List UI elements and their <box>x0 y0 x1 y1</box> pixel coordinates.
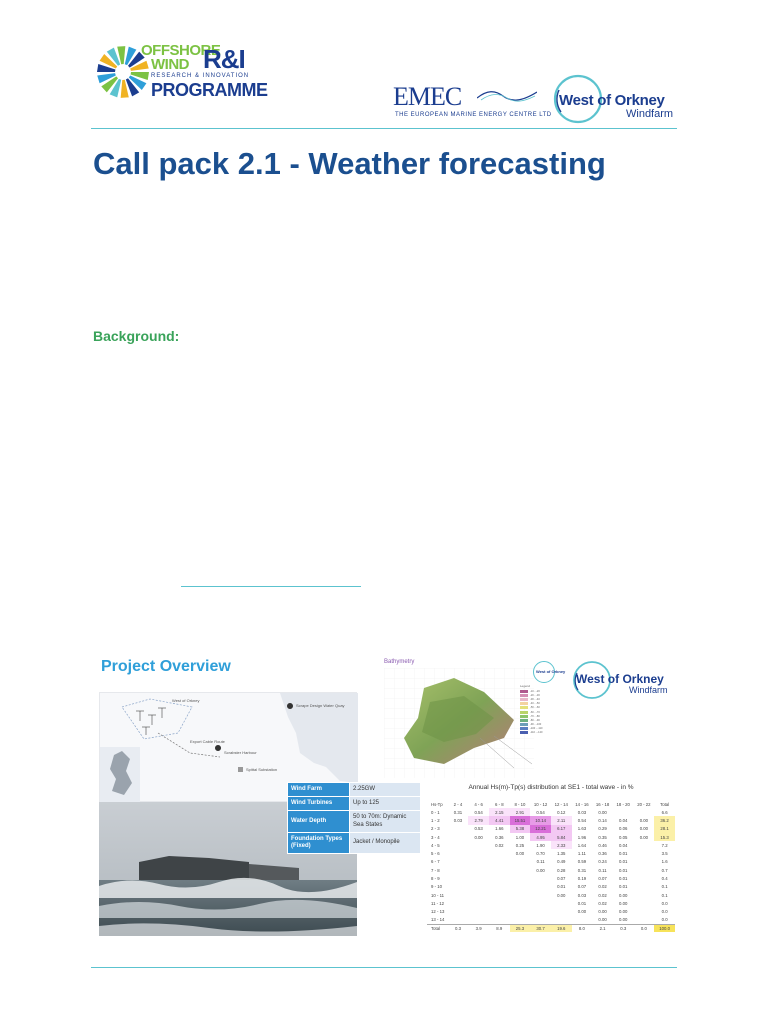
hs-cell: 0.00 <box>619 900 628 906</box>
logo-line1: OFFSHORE <box>141 42 221 59</box>
hs-cell: 1.90 <box>536 842 545 848</box>
hs-row-label: 11 - 12 <box>431 900 445 906</box>
hs-cell <box>510 883 531 891</box>
map-label-windfarm: West of Orkney <box>172 698 200 703</box>
hs-cell <box>468 908 489 916</box>
legend-swatch <box>520 690 528 693</box>
legend-label: -100 - -110 <box>530 727 543 731</box>
hs-cell: 0.01 <box>619 867 628 873</box>
spec-row <box>288 811 421 832</box>
hs-row-label: Total <box>427 924 448 932</box>
hs-cell: 0.70 <box>536 851 545 857</box>
hs-cell: 0.00 <box>577 909 587 915</box>
hs-cell: 1.00 <box>515 834 525 840</box>
hs-cell: 0.00 <box>639 826 649 832</box>
legend-item <box>520 731 560 735</box>
hs-cell <box>530 908 551 916</box>
hs-row <box>427 841 675 849</box>
hs-cell <box>634 866 655 874</box>
hs-cell <box>468 883 489 891</box>
legend-title: Legend <box>520 684 531 688</box>
hs-cell <box>448 833 469 841</box>
hs-column-header: 18 - 20 <box>616 802 630 807</box>
hs-row-label: 6 - 7 <box>431 859 440 865</box>
hs-cell: 0.36 <box>495 834 504 840</box>
hs-cell: 0.00 <box>536 867 545 873</box>
hs-cell: 0.0 <box>661 900 668 906</box>
hs-cell: 0.24 <box>598 859 607 865</box>
hs-cell <box>448 874 469 882</box>
hs-row-label: 5 - 6 <box>431 851 440 857</box>
hs-cell: 0.19 <box>577 876 587 882</box>
hs-cell <box>530 916 551 924</box>
hs-cell: 15.51 <box>510 816 531 824</box>
hs-cell <box>489 908 510 916</box>
project-overview-slide <box>99 654 675 936</box>
spec-key: Water Depth <box>288 811 350 832</box>
hs-row-label: 8 - 9 <box>431 876 440 882</box>
hs-cell: 0.25 <box>515 842 525 848</box>
logo-line2: WIND <box>151 56 189 73</box>
hs-cell: 5.38 <box>510 825 531 833</box>
hs-cell: 0.03 <box>577 892 587 898</box>
hs-cell <box>448 908 469 916</box>
hs-cell: 19.6 <box>551 924 572 932</box>
hs-cell: 0.0 <box>634 924 655 932</box>
hs-cell: 0.46 <box>598 842 607 848</box>
hs-cell <box>489 883 510 891</box>
hs-row <box>427 808 675 816</box>
woo-subtitle: Windfarm <box>626 108 674 120</box>
hs-cell <box>634 916 655 924</box>
hs-cell <box>634 891 655 899</box>
hs-row <box>427 908 675 916</box>
hs-cell <box>551 899 572 907</box>
emec-tagline: THE EUROPEAN MARINE ENERGY CENTRE LTD <box>395 112 552 118</box>
hs-cell <box>468 841 489 849</box>
hs-cell: 1.96 <box>577 834 587 840</box>
hs-cell: 1.11 <box>577 851 586 857</box>
hs-cell: 0.7 <box>661 867 668 873</box>
hs-cell: 4.41 <box>489 816 510 824</box>
hs-cell: 0.04 <box>619 842 628 848</box>
hs-cell: 1.66 <box>495 826 504 832</box>
legend-swatch <box>520 698 528 701</box>
slide-woo-subtitle: Windfarm <box>629 685 668 695</box>
hs-cell <box>510 866 531 874</box>
hs-cell <box>448 858 469 866</box>
legend-label: -90 - -100 <box>530 723 542 727</box>
hs-cell <box>510 916 531 924</box>
hs-cell: 0.29 <box>598 826 607 832</box>
west-of-orkney-logo <box>553 74 679 122</box>
hs-row <box>427 849 675 857</box>
hs-cell <box>634 858 655 866</box>
hs-cell: 0.02 <box>495 842 504 848</box>
hs-cell: 0.00 <box>619 917 628 923</box>
hs-cell <box>468 891 489 899</box>
hs-corner-header: Hs-Tp <box>431 802 443 807</box>
legend-swatch <box>520 694 528 697</box>
hs-cell: 0.0 <box>661 909 668 915</box>
spec-value: Up to 125 <box>350 797 421 811</box>
hs-cell: 2.33 <box>551 841 572 849</box>
hs-cell <box>551 916 572 924</box>
spec-key: Wind Turbines <box>288 797 350 811</box>
hs-cell <box>489 866 510 874</box>
hs-cell: 0.35 <box>598 834 607 840</box>
hs-cell: 2.11 <box>551 816 572 824</box>
hs-cell: 0.49 <box>557 859 566 865</box>
hs-cell: 1.63 <box>577 826 587 832</box>
hs-cell <box>634 883 655 891</box>
map-label-quay: Scrape Design Water Quay <box>296 703 345 708</box>
legend-swatch <box>520 706 528 709</box>
legend-swatch <box>520 727 528 730</box>
hs-column-header: 6 - 8 <box>494 802 504 807</box>
hs-cell: 2.91 <box>510 808 531 816</box>
hs-cell <box>448 916 469 924</box>
hs-column-header: 8 - 10 <box>514 802 526 807</box>
spec-value: Jacket / Monopile <box>350 832 421 853</box>
slide-woo-logo <box>572 660 674 700</box>
hs-cell: 1.64 <box>577 842 587 848</box>
hs-cell: 0.54 <box>536 809 545 815</box>
project-spec-table <box>287 782 421 854</box>
hs-cell <box>634 874 655 882</box>
hs-cell <box>530 883 551 891</box>
hs-cell <box>489 891 510 899</box>
hs-cell: 4.95 <box>530 833 551 841</box>
hs-cell: 28.1 <box>654 825 675 833</box>
hs-cell <box>468 866 489 874</box>
hyperlink-underline[interactable] <box>181 586 361 587</box>
hs-cell <box>468 858 489 866</box>
hs-cell: 0.01 <box>619 884 628 890</box>
legend-label: -30 - -40 <box>530 697 540 701</box>
hs-cell <box>489 858 510 866</box>
hs-cell: 2.79 <box>468 816 489 824</box>
spec-value: 2.25GW <box>350 783 421 797</box>
hs-row <box>427 858 675 866</box>
hs-row <box>427 883 675 891</box>
hs-cell: 6.17 <box>551 825 572 833</box>
hs-tp-distribution-table <box>427 794 675 932</box>
hs-total-row <box>427 924 675 932</box>
hs-cell <box>468 899 489 907</box>
hs-cell: 0.4 <box>661 876 668 882</box>
map-label-substation: Spittal Substation <box>246 767 278 772</box>
map-label-cable: Export Cable Route <box>190 739 225 744</box>
hs-cell <box>530 899 551 907</box>
hs-cell: 0.12 <box>557 809 566 815</box>
hs-cell: 0.00 <box>619 909 628 915</box>
hs-cell: 0.01 <box>557 884 566 890</box>
hs-row-label: 1 - 2 <box>431 817 440 823</box>
hs-row-label: 9 - 10 <box>431 884 442 890</box>
hs-row-label: 12 - 13 <box>431 909 445 915</box>
emec-wordmark: EMEC <box>393 82 462 111</box>
offshore-wind-rni-logo <box>93 42 268 116</box>
hs-cell: 6.6 <box>661 809 668 815</box>
hs-row-label: 7 - 8 <box>431 867 440 873</box>
hs-cell <box>489 899 510 907</box>
hs-cell: 0.00 <box>598 809 607 815</box>
bathymetry-legend <box>520 684 560 735</box>
hs-cell: 0.01 <box>619 876 628 882</box>
hs-row-label: 10 - 11 <box>431 892 445 898</box>
hs-cell: 12.21 <box>530 825 551 833</box>
hs-cell: 0.54 <box>474 809 483 815</box>
hs-cell: 0.28 <box>557 867 566 873</box>
hs-cell <box>634 808 655 816</box>
spec-value: 50 to 70m: Dynamic Sea States <box>350 811 421 832</box>
hs-cell: 0.01 <box>619 851 628 857</box>
hs-cell: 0.07 <box>598 876 607 882</box>
hs-column-header: Total <box>660 802 670 807</box>
page-header <box>93 42 677 130</box>
hs-cell <box>489 874 510 882</box>
hs-cell: 0.00 <box>598 917 607 923</box>
hs-cell: 100.0 <box>654 924 675 932</box>
hs-cell: 0.01 <box>577 900 587 906</box>
hs-cell <box>613 808 634 816</box>
logo-tagline: RESEARCH & INNOVATION <box>151 73 250 79</box>
footer-divider <box>91 967 677 968</box>
hs-cell: 0.31 <box>453 809 463 815</box>
legend-swatch <box>520 711 528 714</box>
hs-cell: 36.2 <box>654 816 675 824</box>
hs-cell: 0.54 <box>577 817 587 823</box>
hs-cell <box>551 908 572 916</box>
legend-swatch <box>520 719 528 722</box>
hs-cell <box>634 841 655 849</box>
hs-cell: 0.00 <box>474 834 483 840</box>
hs-row <box>427 866 675 874</box>
hs-cell: 1.35 <box>557 851 566 857</box>
hs-column-header: 12 - 14 <box>554 802 568 807</box>
hs-cell <box>510 899 531 907</box>
hs-cell <box>489 849 510 857</box>
hs-cell: 0.3 <box>613 924 634 932</box>
hs-column-header: 20 - 22 <box>637 802 651 807</box>
hs-cell: 5.84 <box>551 833 572 841</box>
mini-woo-logo <box>532 660 572 688</box>
emec-logo <box>393 82 553 122</box>
hs-cell: 3.9 <box>468 924 489 932</box>
legend-swatch <box>520 731 528 734</box>
hs-cell <box>510 858 531 866</box>
hs-cell: 0.04 <box>619 817 628 823</box>
legend-swatch <box>520 715 528 718</box>
hs-cell: 0.00 <box>619 892 628 898</box>
hs-column-header: 4 - 6 <box>474 802 483 807</box>
hs-cell: 8.0 <box>572 924 593 932</box>
hs-cell <box>510 891 531 899</box>
hs-cell: 0.36 <box>598 851 607 857</box>
hs-cell <box>448 849 469 857</box>
hs-cell: 0.07 <box>577 884 587 890</box>
hs-column-header: 2 - 4 <box>453 802 463 807</box>
logo-mark: R&I <box>203 44 245 74</box>
hs-cell <box>448 866 469 874</box>
hs-row <box>427 899 675 907</box>
slide-woo-title: West of Orkney <box>576 672 664 686</box>
hs-cell: 0.02 <box>598 900 607 906</box>
hs-cell <box>634 899 655 907</box>
hs-cell: 10.14 <box>530 816 551 824</box>
hs-row-label: 3 - 4 <box>431 834 440 840</box>
hs-cell <box>530 874 551 882</box>
bathymetry-map <box>384 668 534 778</box>
hs-cell: 0.03 <box>577 809 587 815</box>
hs-cell: 0.00 <box>639 834 649 840</box>
hs-cell: 0.00 <box>557 892 566 898</box>
legend-label: -10 - -20 <box>530 689 540 693</box>
hs-cell <box>634 908 655 916</box>
hs-cell: 0.02 <box>598 892 607 898</box>
hs-cell: 0.3 <box>448 924 469 932</box>
hs-cell <box>468 874 489 882</box>
hs-cell: 0.1 <box>661 892 668 898</box>
hs-cell: 8.9 <box>489 924 510 932</box>
hs-cell: 0.07 <box>557 876 566 882</box>
hs-cell: 7.2 <box>661 842 668 848</box>
hs-cell: 0.05 <box>619 834 628 840</box>
hs-row <box>427 891 675 899</box>
legend-label: -20 - -30 <box>530 693 540 697</box>
legend-label: -40 - -50 <box>530 702 540 706</box>
hs-row <box>427 874 675 882</box>
hs-cell: 15.3 <box>654 833 675 841</box>
header-divider <box>91 128 677 129</box>
hs-cell <box>634 849 655 857</box>
hs-cell: 0.00 <box>598 909 607 915</box>
hs-row-label: 2 - 3 <box>431 826 440 832</box>
hs-row <box>427 825 675 833</box>
hs-cell: 1.6 <box>661 859 668 865</box>
spec-row <box>288 783 421 797</box>
legend-label: -50 - -60 <box>530 706 540 710</box>
hs-cell: 25.3 <box>510 924 531 932</box>
hs-column-header: 16 - 18 <box>595 802 610 807</box>
hs-cell <box>468 916 489 924</box>
hs-cell <box>448 891 469 899</box>
hs-cell <box>448 899 469 907</box>
map-label-pier: Scrabster Harbour <box>224 750 257 755</box>
hs-cell: 0.11 <box>598 867 607 873</box>
legend-label: -110 - -120 <box>530 731 543 735</box>
hs-cell: 0.59 <box>577 859 587 865</box>
background-heading: Background: <box>93 328 180 344</box>
hs-row <box>427 816 675 824</box>
hs-cell: 2.1 <box>592 924 613 932</box>
hs-row-label: 0 - 1 <box>431 809 440 815</box>
hs-cell: 0.1 <box>661 884 668 890</box>
wave-icon <box>477 88 537 104</box>
legend-label: -70 - -80 <box>530 714 540 718</box>
legend-swatch <box>520 723 528 726</box>
hs-row <box>427 916 675 924</box>
hs-cell: 0.06 <box>619 826 628 832</box>
slide-title: Project Overview <box>101 658 231 675</box>
hs-cell: 0.02 <box>598 884 607 890</box>
hs-cell <box>510 874 531 882</box>
logo-line3: PROGRAMME <box>151 80 268 100</box>
hs-column-header: 14 - 16 <box>575 802 589 807</box>
legend-label: -60 - -70 <box>530 710 540 714</box>
mini-woo-title: West of Orkney <box>536 669 566 674</box>
hs-row-label: 13 - 14 <box>431 917 445 923</box>
spec-row <box>288 832 421 853</box>
hs-cell <box>448 841 469 849</box>
hs-cell: 3.5 <box>661 851 668 857</box>
hs-cell: 0.11 <box>536 859 545 865</box>
hs-column-header: 10 - 12 <box>533 802 548 807</box>
page-title: Call pack 2.1 - Weather forecasting <box>93 146 606 181</box>
hs-cell <box>448 883 469 891</box>
hs-row-label: 4 - 5 <box>431 842 440 848</box>
hs-cell: 0.14 <box>598 817 607 823</box>
legend-label: -80 - -90 <box>530 718 540 722</box>
spec-key: Foundation Types (Fixed) <box>288 832 350 853</box>
hs-cell: 30.7 <box>530 924 551 932</box>
hs-cell: 0.03 <box>453 817 463 823</box>
hs-cell <box>572 916 593 924</box>
spec-key: Wind Farm <box>288 783 350 797</box>
legend-swatch <box>520 702 528 705</box>
bathymetry-title: Bathymetry <box>384 659 415 665</box>
hs-cell: 0.0 <box>661 917 668 923</box>
hs-cell: 0.00 <box>639 817 649 823</box>
hs-cell: 0.53 <box>474 826 483 832</box>
hs-cell <box>448 825 469 833</box>
hs-cell: 0.31 <box>577 867 587 873</box>
hs-cell <box>510 908 531 916</box>
hs-cell <box>489 916 510 924</box>
hs-row <box>427 833 675 841</box>
hs-cell <box>530 891 551 899</box>
hs-table-title: Annual Hs(m)-Tp(s) distribution at SE1 - total wave - in % <box>468 784 634 791</box>
hs-cell: 2.15 <box>489 808 510 816</box>
spec-row <box>288 797 421 811</box>
hs-cell: 0.00 <box>515 851 525 857</box>
hs-cell <box>468 849 489 857</box>
hs-cell: 0.01 <box>619 859 628 865</box>
woo-title: West of Orkney <box>559 92 665 109</box>
